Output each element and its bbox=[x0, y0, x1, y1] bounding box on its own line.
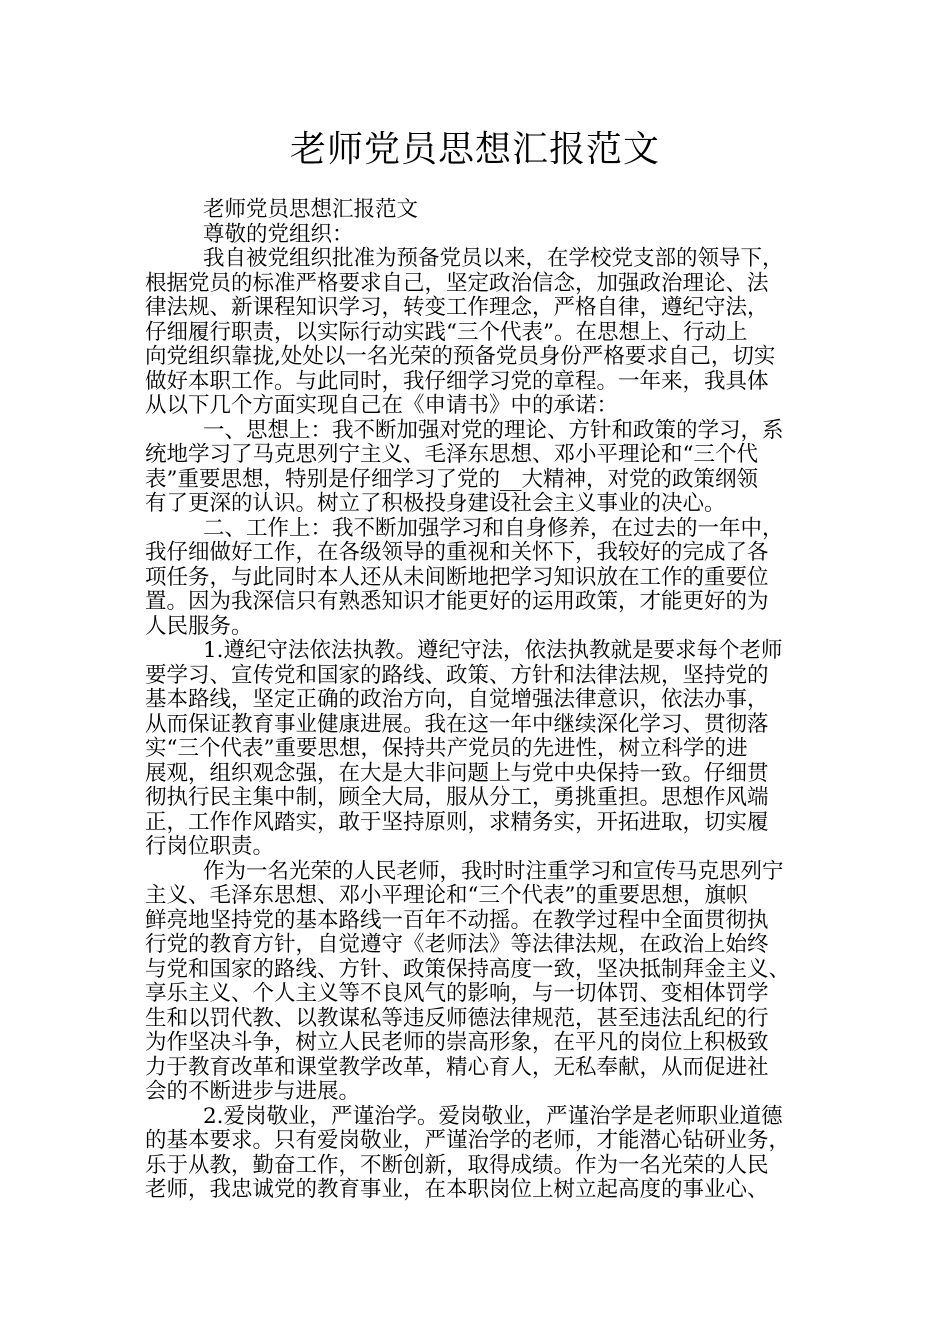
text-line: 为作坚决斗争，树立人民老师的崇高形象，在平凡的岗位上积极致 bbox=[145, 1030, 769, 1055]
text-line: 2.爱岗敬业，严谨治学。爱岗敬业，严谨治学是老师职业道德 bbox=[203, 1103, 783, 1129]
text-line: 实“三个代表”重要思想，保持共产党员的先进性，树立科学的进 bbox=[145, 736, 748, 761]
text-line: 统地学习了马克思列宁主义、毛泽东思想、邓小平理论和“三个代 bbox=[145, 442, 758, 467]
document-body bbox=[145, 198, 805, 1203]
text-line: 老师党员思想汇报范文 bbox=[203, 197, 419, 222]
text-line: 要学习、宣传党和国家的路线、政策、方针和法律法规，坚持党的 bbox=[145, 662, 769, 688]
text-line: 有了更深的认识。树立了积极投身建设社会主义事业的决心。 bbox=[145, 491, 726, 516]
text-line: 的基本要求。只有爱岗敬业，严谨治学的老师，才能潜心钻研业务， bbox=[145, 1128, 791, 1153]
text-line: 律法规、新课程知识学习，转变工作理念，严格自律，遵纪守法， bbox=[145, 295, 769, 320]
text-line: 仔细履行职责，以实际行动实践“三个代表”。在思想上、行动上 bbox=[145, 319, 748, 345]
document-title: 老师党员思想汇报范文 bbox=[289, 129, 660, 170]
text-line: 我自被党组织批准为预备党员以来，在学校党支部的领导下， bbox=[203, 246, 784, 271]
text-line: 尊敬的党组织： bbox=[203, 221, 354, 247]
text-line: 生和以罚代教、以教谋私等违反师德法律规范，甚至违法乱纪的行 bbox=[145, 1005, 769, 1031]
text-line: 主义、毛泽东思想、邓小平理论和“三个代表”的重要思想，旗帜 bbox=[145, 883, 748, 908]
text-line: 正，工作作风踏实，敢于坚持原则，求精务实，开拓进取，切实履 bbox=[145, 809, 769, 835]
text-line: 会的不断进步与进展。 bbox=[145, 1079, 361, 1104]
text-line: 鲜亮地坚持党的基本路线一百年不动摇。在教学过程中全面贯彻执 bbox=[145, 907, 769, 933]
text-line: 展观，组织观念强，在大是大非问题上与党中央保持一致。仔细贯 bbox=[145, 760, 769, 786]
text-line: 行党的教育方针，自觉遵守《老师法》等法律法规，在政治上始终 bbox=[145, 932, 769, 957]
text-line: 从以下几个方面实现自己在《申请书》中的承诺： bbox=[145, 393, 619, 418]
text-line: 基本路线，坚定正确的政治方向，自觉增强法律意识，依法办事， bbox=[145, 687, 769, 712]
text-line: 作为一名光荣的人民老师，我时时注重学习和宣传马克思列宁 bbox=[203, 858, 784, 884]
text-line: 1.遵纪守法依法执教。遵纪守法，依法执教就是要求每个老师 bbox=[203, 638, 783, 663]
text-line: 我仔细做好工作，在各级领导的重视和关怀下，我较好的完成了各 bbox=[145, 540, 769, 565]
text-line: 行岗位职责。 bbox=[145, 834, 275, 859]
text-line: 力于教育改革和课堂教学改革，精心育人，无私奉献，从而促进社 bbox=[145, 1054, 769, 1080]
text-line: 彻执行民主集中制，顾全大局，服从分工，勇挑重担。思想作风端 bbox=[145, 785, 769, 810]
text-line: 置。因为我深信只有熟悉知识才能更好的运用政策，才能更好的为 bbox=[145, 589, 769, 614]
text-line: 根据党员的标准严格要求自己，坚定政治信念，加强政治理论、法 bbox=[145, 270, 769, 296]
text-line: 享乐主义、个人主义等不良风气的影响，与一切体罚、变相体罚学 bbox=[145, 981, 769, 1006]
text-line: 与党和国家的路线、方针、政策保持高度一致，坚决抵制拜金主义、 bbox=[145, 956, 791, 982]
text-line: 乐于从教，勤奋工作，不断创新，取得成绩。作为一名光荣的人民 bbox=[145, 1152, 769, 1178]
text-line: 项任务，与此同时本人还从未间断地把学习知识放在工作的重要位 bbox=[145, 564, 769, 590]
text-line: 一、思想上：我不断加强对党的理论、方针和政策的学习，系 bbox=[203, 417, 784, 443]
text-line: 从而保证教育事业健康进展。我在这一年中继续深化学习、贯彻落 bbox=[145, 711, 769, 737]
text-line: 人民服务。 bbox=[145, 613, 253, 639]
text-line: 表”重要思想，特别是仔细学习了党的__大精神，对党的政策纲领 bbox=[145, 466, 758, 492]
text-line: 做好本职工作。与此同时，我仔细学习党的章程。一年来，我具体 bbox=[145, 368, 769, 394]
text-line: 二、工作上：我不断加强学习和自身修养，在过去的一年中， bbox=[203, 515, 784, 541]
text-line: 老师，我忠诚党的教育事业，在本职岗位上树立起高度的事业心、 bbox=[145, 1177, 769, 1202]
text-line: 向党组织靠拢,处处以一名光荣的预备党员身份严格要求自己，切实 bbox=[145, 344, 776, 369]
